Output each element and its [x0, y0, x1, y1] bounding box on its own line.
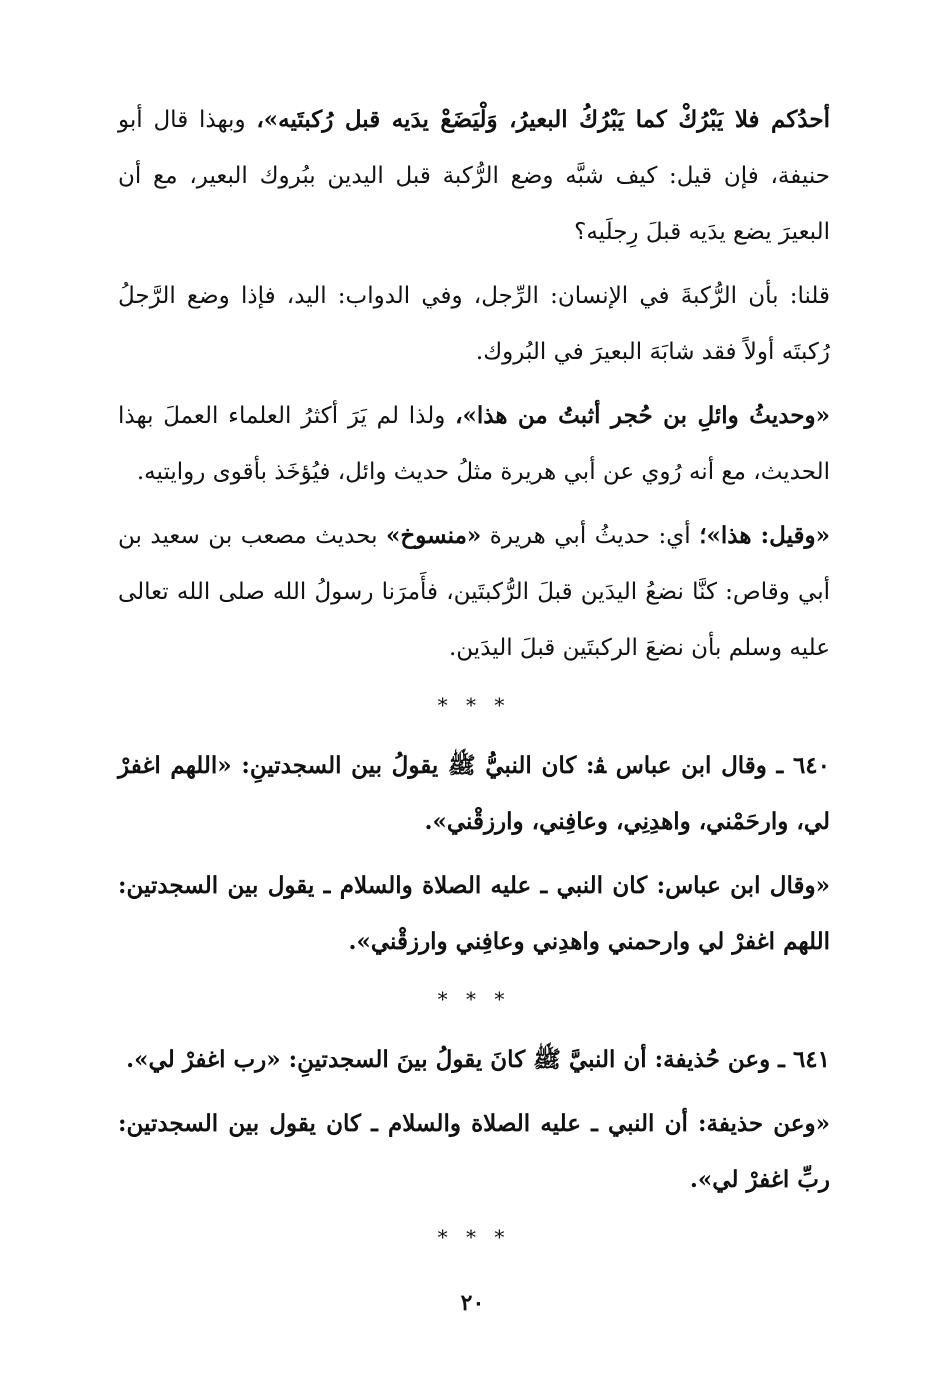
quoted-hadith-text: «وعن حذيفة: أن النبي ـ عليه الصلاة والسلام ـ كان يقول بين السجدتين: ربِّ اغفرْ لي». — [118, 1110, 830, 1193]
paragraph-hadith-commentary-2 — [118, 268, 830, 380]
page-body — [118, 92, 830, 1270]
hadith-text: ٦٤٠ ـ وقال ابن عباس ﭭ: كان النبيُّ ﷺ يقولُ بين السجدتينِ: «اللهم اغفرْ لي، وارحَمْني، واهدِنِي، وعافِني، وارزقْني». — [118, 752, 830, 835]
quoted-hadith-text: «وحديثُ وائلِ بن حُجر أثبتُ من هذا»، — [455, 402, 830, 429]
paragraph-hadith-commentary-4 — [118, 508, 830, 676]
section-divider: * * * — [437, 987, 511, 1011]
commentary-text: أي: حديثُ أبي هريرة — [481, 523, 700, 549]
quoted-hadith-text: أحدُكم فلا يَبْرُكْ كما يَبْرُكُ البعيرُ، وَلْيَضَعْ يدَيه قبل رُكبتَيه»، — [256, 106, 830, 133]
paragraph-hadith-commentary-3 — [118, 388, 830, 500]
quoted-hadith-text: «وقيل: هذا»؛ — [699, 522, 830, 549]
quoted-hadith-text: «وقال ابن عباس: كان النبي ـ عليه الصلاة والسلام ـ يقول بين السجدتين: اللهم اغفرْ لي وارحمني واهدِني وعافِني وارزقْني». — [118, 872, 830, 955]
page-number: ٢٠ — [460, 1290, 485, 1316]
paragraph-hadith-641-commentary — [118, 1096, 830, 1208]
paragraph-hadith-640-commentary — [118, 858, 830, 970]
commentary-text: ولذا لم يَرَ أكثرُ العلماء العملَ بهذا الحديث، مع أنه رُوي عن أبي هريرة مثلُ حديث وائل، فيُؤخَذ بأقوى روايتيه. — [118, 403, 830, 485]
paragraph-hadith-commentary-1 — [118, 92, 830, 260]
paragraph-hadith-641 — [118, 1032, 830, 1088]
commentary-text: قلنا: بأن الرُّكبةَ في الإنسان: الرِّجل، وفي الدواب: اليد، فإذا وضع الرَّجلُ رُكبتَه أولاً فقد شابَهَ البعيرَ في البُروك. — [118, 283, 830, 365]
section-divider: * * * — [437, 1225, 511, 1249]
section-divider: * * * — [437, 693, 511, 717]
commentary-text: وبهذا قال أبو حنيفة، فإن قيل: كيف شبَّه وضع الرُّكبة قبل اليدين ببُروك البعير، مع أن البعيرَ يضع يدَيه قبلَ رِجلَيه؟ — [118, 107, 830, 245]
quoted-term: «منسوخ» — [386, 522, 482, 549]
paragraph-hadith-640 — [118, 738, 830, 850]
hadith-text: ٦٤١ ـ وعن حُذيفة: أن النبيَّ ﷺ كانَ يقولُ بينَ السجدتينِ: «رب اغفرْ لي». — [126, 1046, 830, 1073]
commentary-text: بحديث مصعب بن سعيد بن أبي وقاص: كنَّا نضعُ اليدَين قبلَ الرُّكبتَين، فأَمرَنا رسولُ الله صلى الله تعالى عليه وسلم بأن نضعَ الركبتَين قبلَ اليدَين. — [118, 523, 830, 661]
